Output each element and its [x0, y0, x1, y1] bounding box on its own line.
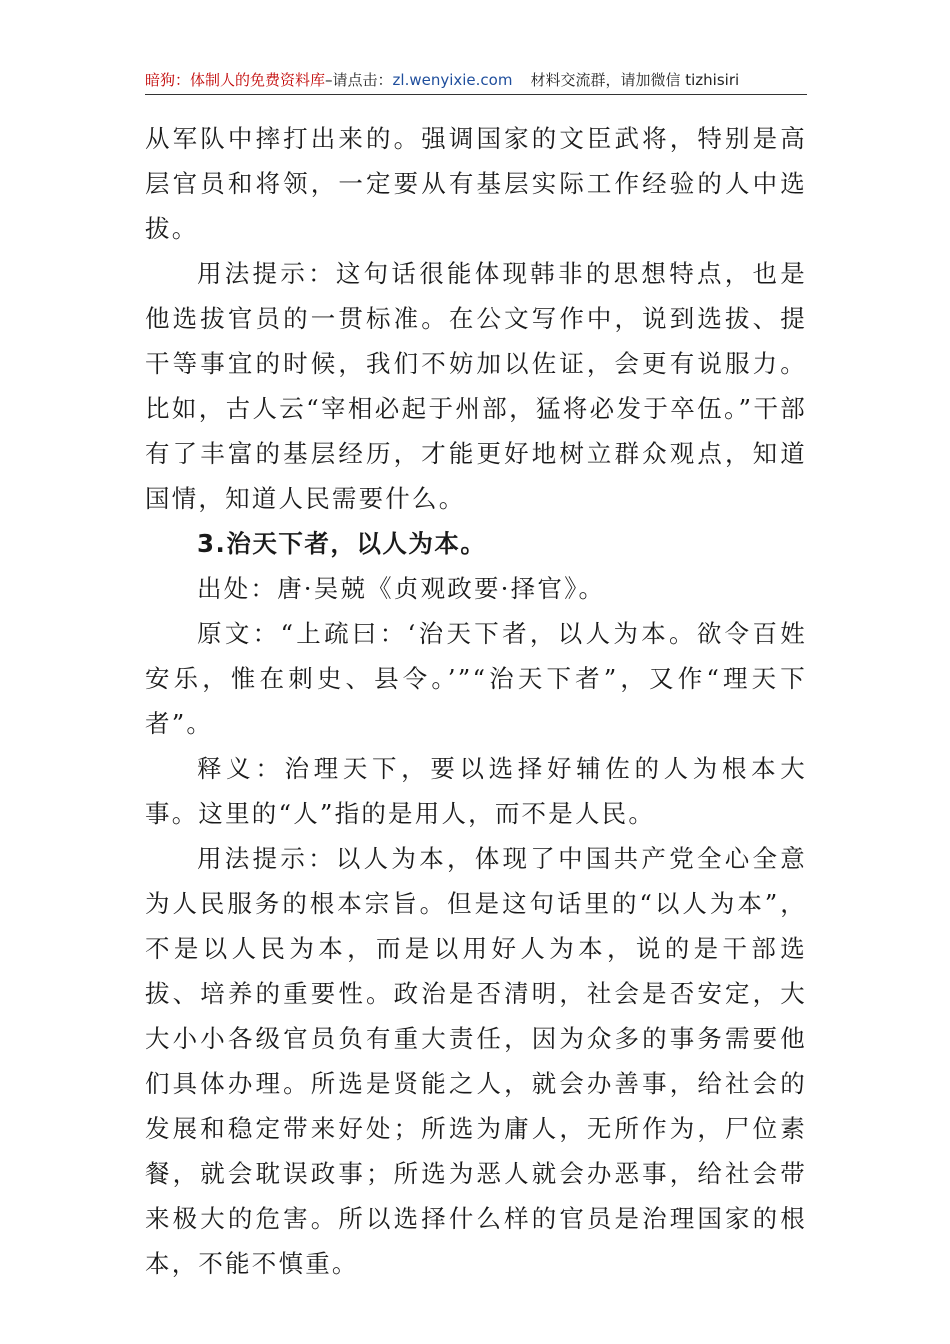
section-heading-3: 3.治天下者，以人为本。: [197, 529, 487, 558]
document-body: [145, 116, 807, 1286]
paragraph-continuation: 从军队中摔打出来的。强调国家的文臣武将，特别是高层官员和将领，一定要从有基层实际工作经验的人中选拔。: [145, 124, 807, 243]
header-site-name: 暗狗：体制人的免费资料库: [145, 71, 326, 89]
header-wechat-note: 材料交流群，请加微信 tizhisiri: [530, 71, 740, 89]
paragraph-meaning: 释义：治理天下，要以选择好辅佐的人为根本大事。这里的“人”指的是用人，而不是人民。: [145, 754, 807, 828]
header-url-link[interactable]: zl.wenyixie.com: [392, 71, 513, 89]
page-header: [145, 66, 807, 94]
paragraph-original-text: 原文：“上疏曰：‘治天下者，以人为本。欲令百姓安乐，惟在刺史、县令。’”“治天下者”，又作“理天下者”。: [145, 619, 807, 738]
paragraph-source: 出处：唐·吴兢《贞观政要·择官》。: [197, 574, 606, 603]
paragraph-usage-tip-2: 用法提示：以人为本，体现了中国共产党全心全意为人民服务的根本宗旨。但是这句话里的“以人为本”，不是以人民为本，而是以用好人为本，说的是干部选拔、培养的重要性。政治是否清明，社会是否安定，大大小小各级官员负有重大责任，因为众多的事务需要他们具体办理。所选是贤能之人，就会办善事，给社会的发展和稳定带来好处；所选为庸人，无所作为，尸位素餐，就会耽误政事；所选为恶人就会办恶事，给社会带来极大的危害。所以选择什么样的官员是治理国家的根本，不能不慎重。: [145, 844, 807, 1278]
header-click-prompt: –请点击：: [325, 71, 393, 89]
paragraph-usage-tip-1: 用法提示：这句话很能体现韩非的思想特点，也是他选拔官员的一贯标准。在公文写作中，说到选拔、提干等事宜的时候，我们不妨加以佐证，会更有说服力。比如，古人云“宰相必起于州部，猛将必发于卒伍。”干部有了丰富的基层经历，才能更好地树立群众观点，知道国情，知道人民需要什么。: [145, 259, 807, 513]
header-divider: [145, 94, 807, 95]
